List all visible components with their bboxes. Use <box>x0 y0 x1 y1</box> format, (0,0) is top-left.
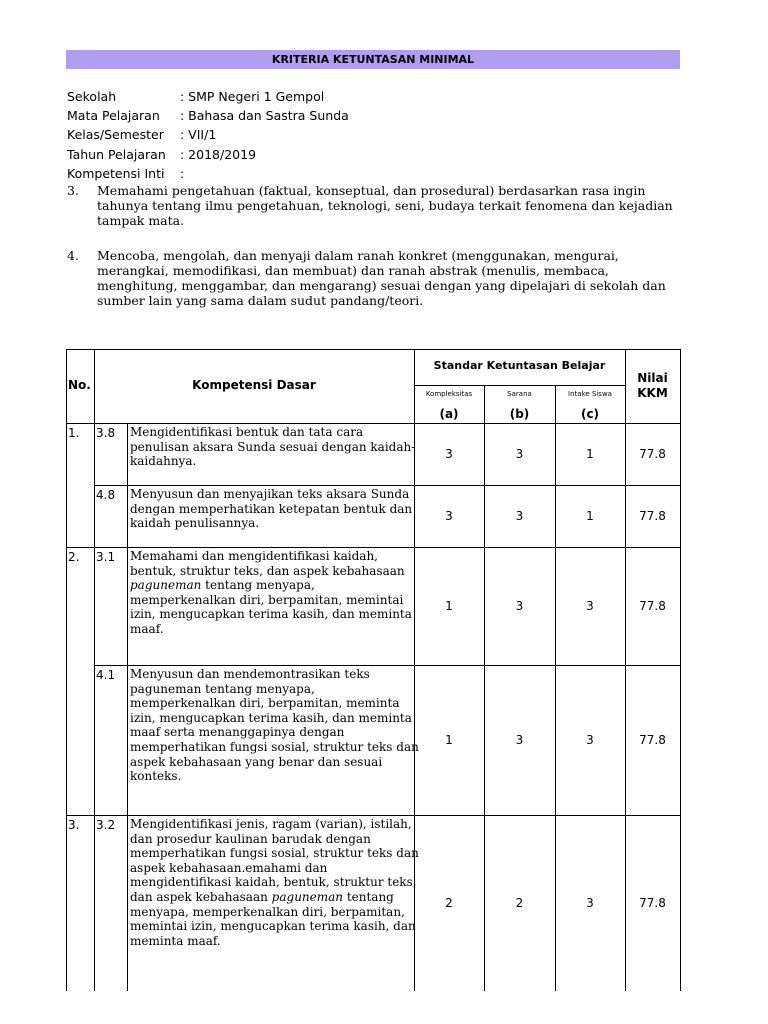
value-a: 1 <box>445 732 453 747</box>
value-b: 2 <box>515 895 524 910</box>
value-c: 3 <box>586 732 594 747</box>
kd-text-line: aspek kebahasaan.emahami dan <box>130 860 328 875</box>
kd-text-line: Menyusun dan mendemontrasikan teks <box>130 667 370 681</box>
kd-code: 3.1 <box>96 550 116 564</box>
kd-text-line: memperkenalkan diri, berpamitan, meminta <box>130 696 400 711</box>
kd-text-line: konteks. <box>130 769 182 784</box>
value-kkm: 77.8 <box>639 508 666 523</box>
value-c: 3 <box>586 598 594 613</box>
ki-text: Mencoba, mengolah, dan menyaji dalam ranah konkret (menggunakan, mengurai, merangkai, memodifikasi, dan membuat) dan ranah abstrak (menulis, membaca, menghitung, menggambar, dan mengarang) sesuai dengan yang dipelajari di sekolah dan sumber lain yang sama dalam sudut pandang/teori. <box>97 248 666 308</box>
kd-text-line: dan prosedur kaulinan barudak dengan <box>130 831 371 846</box>
kd-code: 4.1 <box>96 668 116 682</box>
kd-text <box>130 667 419 784</box>
value-b: 3 <box>515 446 524 461</box>
kd-text-line: memperkenalkan diri, berpamitan, memintai <box>130 592 404 607</box>
kd-text-line: memintai izin, mengucapkan terima kasih, dan <box>130 919 416 934</box>
kd-text-line: meminta maaf. <box>130 933 221 948</box>
value-a: 3 <box>445 446 453 461</box>
row-number: 3. <box>68 818 80 832</box>
value-kkm: 77.8 <box>639 895 666 910</box>
header-intake-siswa: Intake Siswa <box>568 390 612 398</box>
kd-text-line: maaf serta menanggapinya dengan <box>130 725 345 740</box>
kd-text <box>130 425 416 469</box>
kd-text-line: aspek kebahasaan yang benar dan sesuai <box>130 754 383 769</box>
kd-text-line: izin, mengucapkan terima kasih, dan meminta <box>130 607 412 622</box>
value-kkm: 77.8 <box>639 598 666 613</box>
kd-text <box>130 817 419 948</box>
kkm-table <box>66 349 681 991</box>
header-a: (a) <box>439 407 459 421</box>
value-kkm: 77.8 <box>639 446 666 461</box>
kd-code: 3.8 <box>96 426 116 440</box>
value-a: 1 <box>445 598 453 613</box>
value-a: 2 <box>445 895 453 910</box>
kd-text-line: maaf. <box>130 621 164 636</box>
value-c: 1 <box>586 508 594 523</box>
kd-text-line: paguneman tentang menyapa, <box>130 578 315 593</box>
info-value: : Bahasa dan Sastra Sunda <box>180 108 349 123</box>
header-standar-ketuntasan: Standar Ketuntasan Belajar <box>433 359 606 372</box>
header-kompleksitas: Kompleksitas <box>425 390 473 398</box>
info-value: : VII/1 <box>180 127 217 142</box>
kd-text-line: menyapa, memperkenalkan diri, berpamitan, <box>130 904 405 919</box>
header-kkm: KKM <box>637 386 668 400</box>
kd-text <box>130 487 412 531</box>
kd-code: 3.2 <box>96 818 116 832</box>
kd-text-line: Menyusun dan menyajikan teks aksara Sunda <box>130 487 410 501</box>
row-number: 2. <box>68 550 80 564</box>
header-nilai: Nilai <box>637 371 668 385</box>
row-number: 1. <box>68 426 80 440</box>
header-no: No. <box>68 378 91 392</box>
info-label: Mata Pelajaran <box>67 108 160 123</box>
kd-code: 4.8 <box>96 488 116 502</box>
header-b: (b) <box>509 407 530 421</box>
kd-text-line: memperhatikan fungsi sosial, struktur teks dan <box>130 739 419 754</box>
ki-number: 4. <box>67 248 79 263</box>
kd-text-line: penulisan aksara Sunda sesuai dengan kaidah- <box>130 439 416 454</box>
kd-text-line: memperhatikan fungsi sosial, struktur teks dan <box>130 846 419 861</box>
value-b: 3 <box>515 508 524 523</box>
kd-text-line: Mengidentifikasi bentuk dan tata cara <box>130 425 364 439</box>
kd-text-line: bentuk, struktur teks, dan aspek kebahasaan <box>130 563 405 578</box>
info-value: : 2018/2019 <box>180 147 257 162</box>
kd-text-line: kaidahnya. <box>130 454 197 469</box>
value-b: 3 <box>515 598 524 613</box>
value-c: 3 <box>586 895 594 910</box>
kd-text <box>130 549 412 637</box>
value-a: 3 <box>445 508 453 523</box>
info-label: Sekolah <box>67 89 117 104</box>
kd-text-line: mengidentifikasi kaidah, bentuk, struktur teks, <box>130 875 417 890</box>
info-label: Kelas/Semester <box>67 127 164 142</box>
info-value: : SMP Negeri 1 Gempol <box>180 89 325 104</box>
kd-text-line: Memahami dan mengidentifikasi kaidah, <box>130 549 378 563</box>
page-title: KRITERIA KETUNTASAN MINIMAL <box>66 50 680 69</box>
info-label: Kompetensi Inti <box>67 166 165 181</box>
info-label: Tahun Pelajaran <box>67 147 166 162</box>
header-c: (c) <box>580 407 600 421</box>
kd-text-line: kaidah penulisannya. <box>130 516 260 531</box>
value-kkm: 77.8 <box>639 732 666 747</box>
header-kompetensi-dasar: Kompetensi Dasar <box>192 378 316 392</box>
kd-text-line: izin, mengucapkan terima kasih, dan meminta <box>130 710 412 725</box>
value-c: 1 <box>586 446 594 461</box>
ki-number: 3. <box>67 183 79 198</box>
kd-text-line: paguneman tentang menyapa, <box>130 681 315 696</box>
value-b: 3 <box>515 732 524 747</box>
kd-text-line: dan aspek kebahasaan paguneman tentang <box>130 889 394 904</box>
header-sarana: Sarana <box>507 390 532 398</box>
kd-text-line: Mengidentifikasi jenis, ragam (varian), istilah, <box>130 817 412 831</box>
ki-text: Memahami pengetahuan (faktual, konseptual, dan prosedural) berdasarkan rasa ingin tahunya tentang ilmu pengetahuan, teknologi, seni, budaya terkait fenomena dan kejadian tampak mata. <box>97 183 673 228</box>
kd-text-line: dengan memperhatikan ketepatan bentuk dan <box>130 501 413 516</box>
info-value: : <box>180 166 185 181</box>
